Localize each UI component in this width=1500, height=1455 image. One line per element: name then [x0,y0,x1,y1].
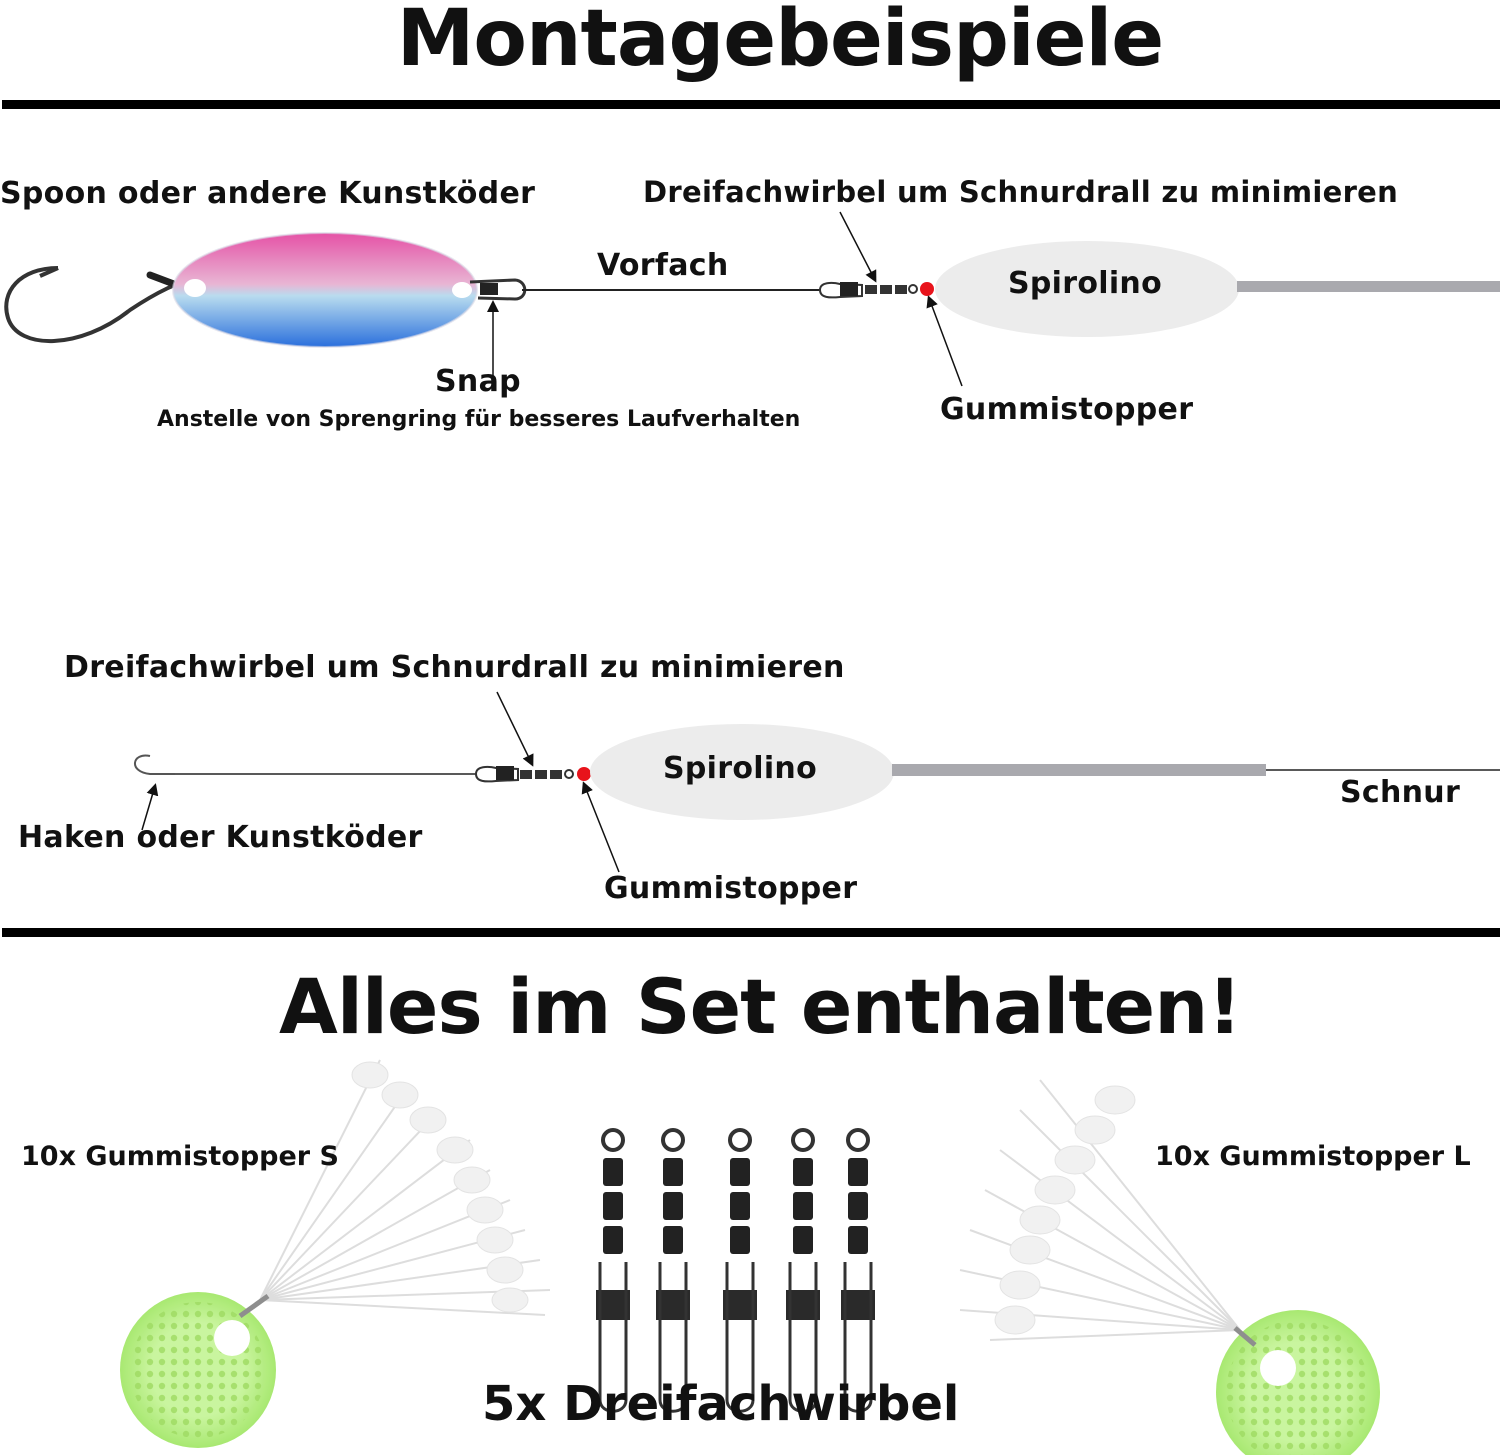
rig1-lure-label: Spoon oder andere Kunstköder [0,176,536,211]
rig1-float-label: Spirolino [1008,266,1163,301]
rig1-snap-note: Anstelle von Sprengring für besseres Laufverhalten [157,407,801,432]
stopper-l-label: 10x Gummistopper L [1155,1141,1471,1172]
rig1-leader-label: Vorfach [597,248,729,283]
rig2-hook-icon [135,755,175,774]
rig1-snap-icon [470,280,525,299]
stopper-s-label: 10x Gummistopper S [21,1141,339,1172]
rig1-swivel-label: Dreifachwirbel um Schnurdrall zu minimieren [643,175,1399,209]
swivels-label: 5x Dreifachwirbel [482,1376,960,1432]
rig1-swivel-icon [820,282,917,297]
rig2-swivel-pointer [497,692,532,764]
rig1-main-line [1237,281,1500,292]
rig2-float-label: Spirolino [663,751,818,786]
rig1-snap-label: Snap [435,364,521,399]
page-title: Montagebeispiele [396,0,1164,84]
rig2-main-line [892,764,1266,776]
rig2-hook-label: Haken oder Kunstköder [18,820,423,855]
rig2-stopper-label: Gummistopper [604,871,858,906]
rig1-swivel-pointer [840,212,875,280]
rig2-line-label: Schnur [1340,775,1461,810]
stopper-l-product-image [960,1080,1380,1455]
set-heading: Alles im Set enthalten! [279,962,1241,1051]
rig1-hook-icon [6,268,195,341]
middle-divider [2,928,1500,937]
rig1-spoon-icon [173,233,477,347]
rig1-stopper-bead [920,282,934,296]
top-divider [2,100,1500,109]
rig2-swivel-icon [476,766,573,781]
rig2-stopper-bead [577,767,591,781]
swivels-product-image [596,1130,875,1411]
rig2-swivel-label: Dreifachwirbel um Schnurdrall zu minimieren [64,650,845,685]
rig1-stopper-label: Gummistopper [940,392,1194,427]
